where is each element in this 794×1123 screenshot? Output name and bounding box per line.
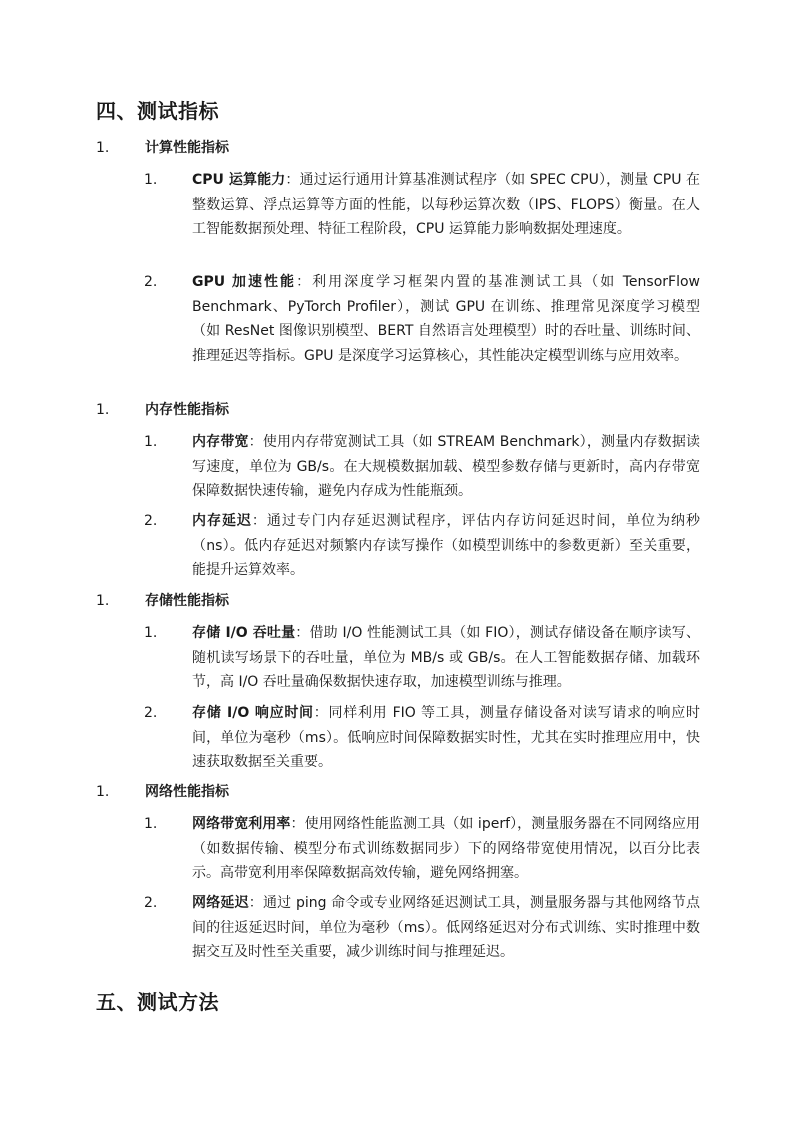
item-description: ：通过 ping 命令或专业网络延迟测试工具，测量服务器与其他网络节点间的往返延迟时间，单位为毫秒（ms）。低网络延迟对分布式训练、实时推理中数据交互及时性至关重要，减少训练时间与推理延迟。 (192, 895, 701, 960)
category-title: 内存性能指标 (145, 402, 229, 418)
item-term: GPU 加速性能 (192, 274, 297, 290)
category-number: 1. (96, 140, 110, 156)
item-text (192, 701, 700, 775)
item-number: 1. (144, 625, 158, 641)
item-description: ：使用内存带宽测试工具（如 STREAM Benchmark），测量内存数据读写速度，单位为 GB/s。在大规模数据加载、模型参数存储与更新时，高内存带宽保障数据快速传输，避免内存成为性能瓶颈。 (192, 434, 700, 499)
item-number: 1. (144, 816, 158, 832)
category-title: 计算性能指标 (145, 140, 229, 156)
category-number: 1. (96, 593, 110, 609)
item-term: 存储 I/O 响应时间 (192, 705, 314, 721)
item-text (192, 812, 700, 886)
section-title-test-methods: 五、测试方法 (96, 990, 219, 1014)
item-number: 2. (144, 705, 158, 721)
item-text (192, 509, 700, 583)
item-term: 存储 I/O 吞吐量 (192, 625, 296, 641)
category-title: 网络性能指标 (145, 784, 229, 800)
item-description: ：利用深度学习框架内置的基准测试工具（如 TensorFlow Benchmark、PyTorch Profiler），测试 GPU 在训练、推理常见深度学习模型（如 ResNet 图像识别模型、BERT 自然语言处理模型）时的吞吐量、训练时间、推理延迟等指标。GPU 是深度学习运算核心，其性能决定模型训练与应用效率。 (192, 274, 700, 364)
item-description: ：通过专门内存延迟测试程序，评估内存访问延迟时间，单位为纳秒（ns）。低内存延迟对频繁内存读写操作（如模型训练中的参数更新）至关重要，能提升运算效率。 (192, 513, 701, 578)
item-description: ：使用网络性能监测工具（如 iperf），测量服务器在不同网络应用（如数据传输、模型分布式训练数据同步）下的网络带宽使用情况，以百分比表示。高带宽利用率保障数据高效传输，避免网络拥塞。 (192, 816, 700, 881)
item-text (192, 621, 700, 695)
item-text (192, 891, 700, 965)
item-term: 内存延迟 (192, 513, 252, 529)
item-number: 1. (144, 172, 158, 188)
item-description: ：借助 I/O 性能测试工具（如 FIO），测试存储设备在顺序读写、随机读写场景下的吞吐量，单位为 MB/s 或 GB/s。在人工智能数据存储、加载环节，高 I/O 吞吐量确保数据快速存取，加速模型训练与推理。 (192, 625, 700, 690)
item-text (192, 430, 700, 504)
category-compute-performance (0, 137, 794, 159)
category-number: 1. (96, 402, 110, 418)
item-number: 2. (144, 274, 158, 290)
item-term: 网络带宽利用率 (192, 816, 291, 832)
category-title: 存储性能指标 (145, 593, 229, 609)
item-text (192, 270, 700, 368)
item-text (192, 168, 700, 242)
item-number: 2. (144, 513, 158, 529)
item-number: 1. (144, 434, 158, 450)
item-description: ：通过运行通用计算基准测试程序（如 SPEC CPU），测量 CPU 在整数运算、浮点运算等方面的性能，以每秒运算次数（IPS、FLOPS）衡量。在人工智能数据预处理、特征工程阶段，CPU 运算能力影响数据处理速度。 (192, 172, 701, 237)
category-network-performance (0, 781, 794, 803)
category-number: 1. (96, 784, 110, 800)
category-memory-performance (0, 399, 794, 421)
item-description: ：同样利用 FIO 等工具，测量存储设备对读写请求的响应时间，单位为毫秒（ms）。低响应时间保障数据实时性，尤其在实时推理应用中，快速获取数据至关重要。 (192, 705, 700, 770)
item-number: 2. (144, 895, 158, 911)
item-term: 内存带宽 (192, 434, 249, 450)
item-term: 网络延迟 (192, 895, 249, 911)
category-storage-performance (0, 590, 794, 612)
section-title-test-metrics: 四、测试指标 (96, 99, 219, 123)
item-term: CPU 运算能力 (192, 172, 286, 188)
